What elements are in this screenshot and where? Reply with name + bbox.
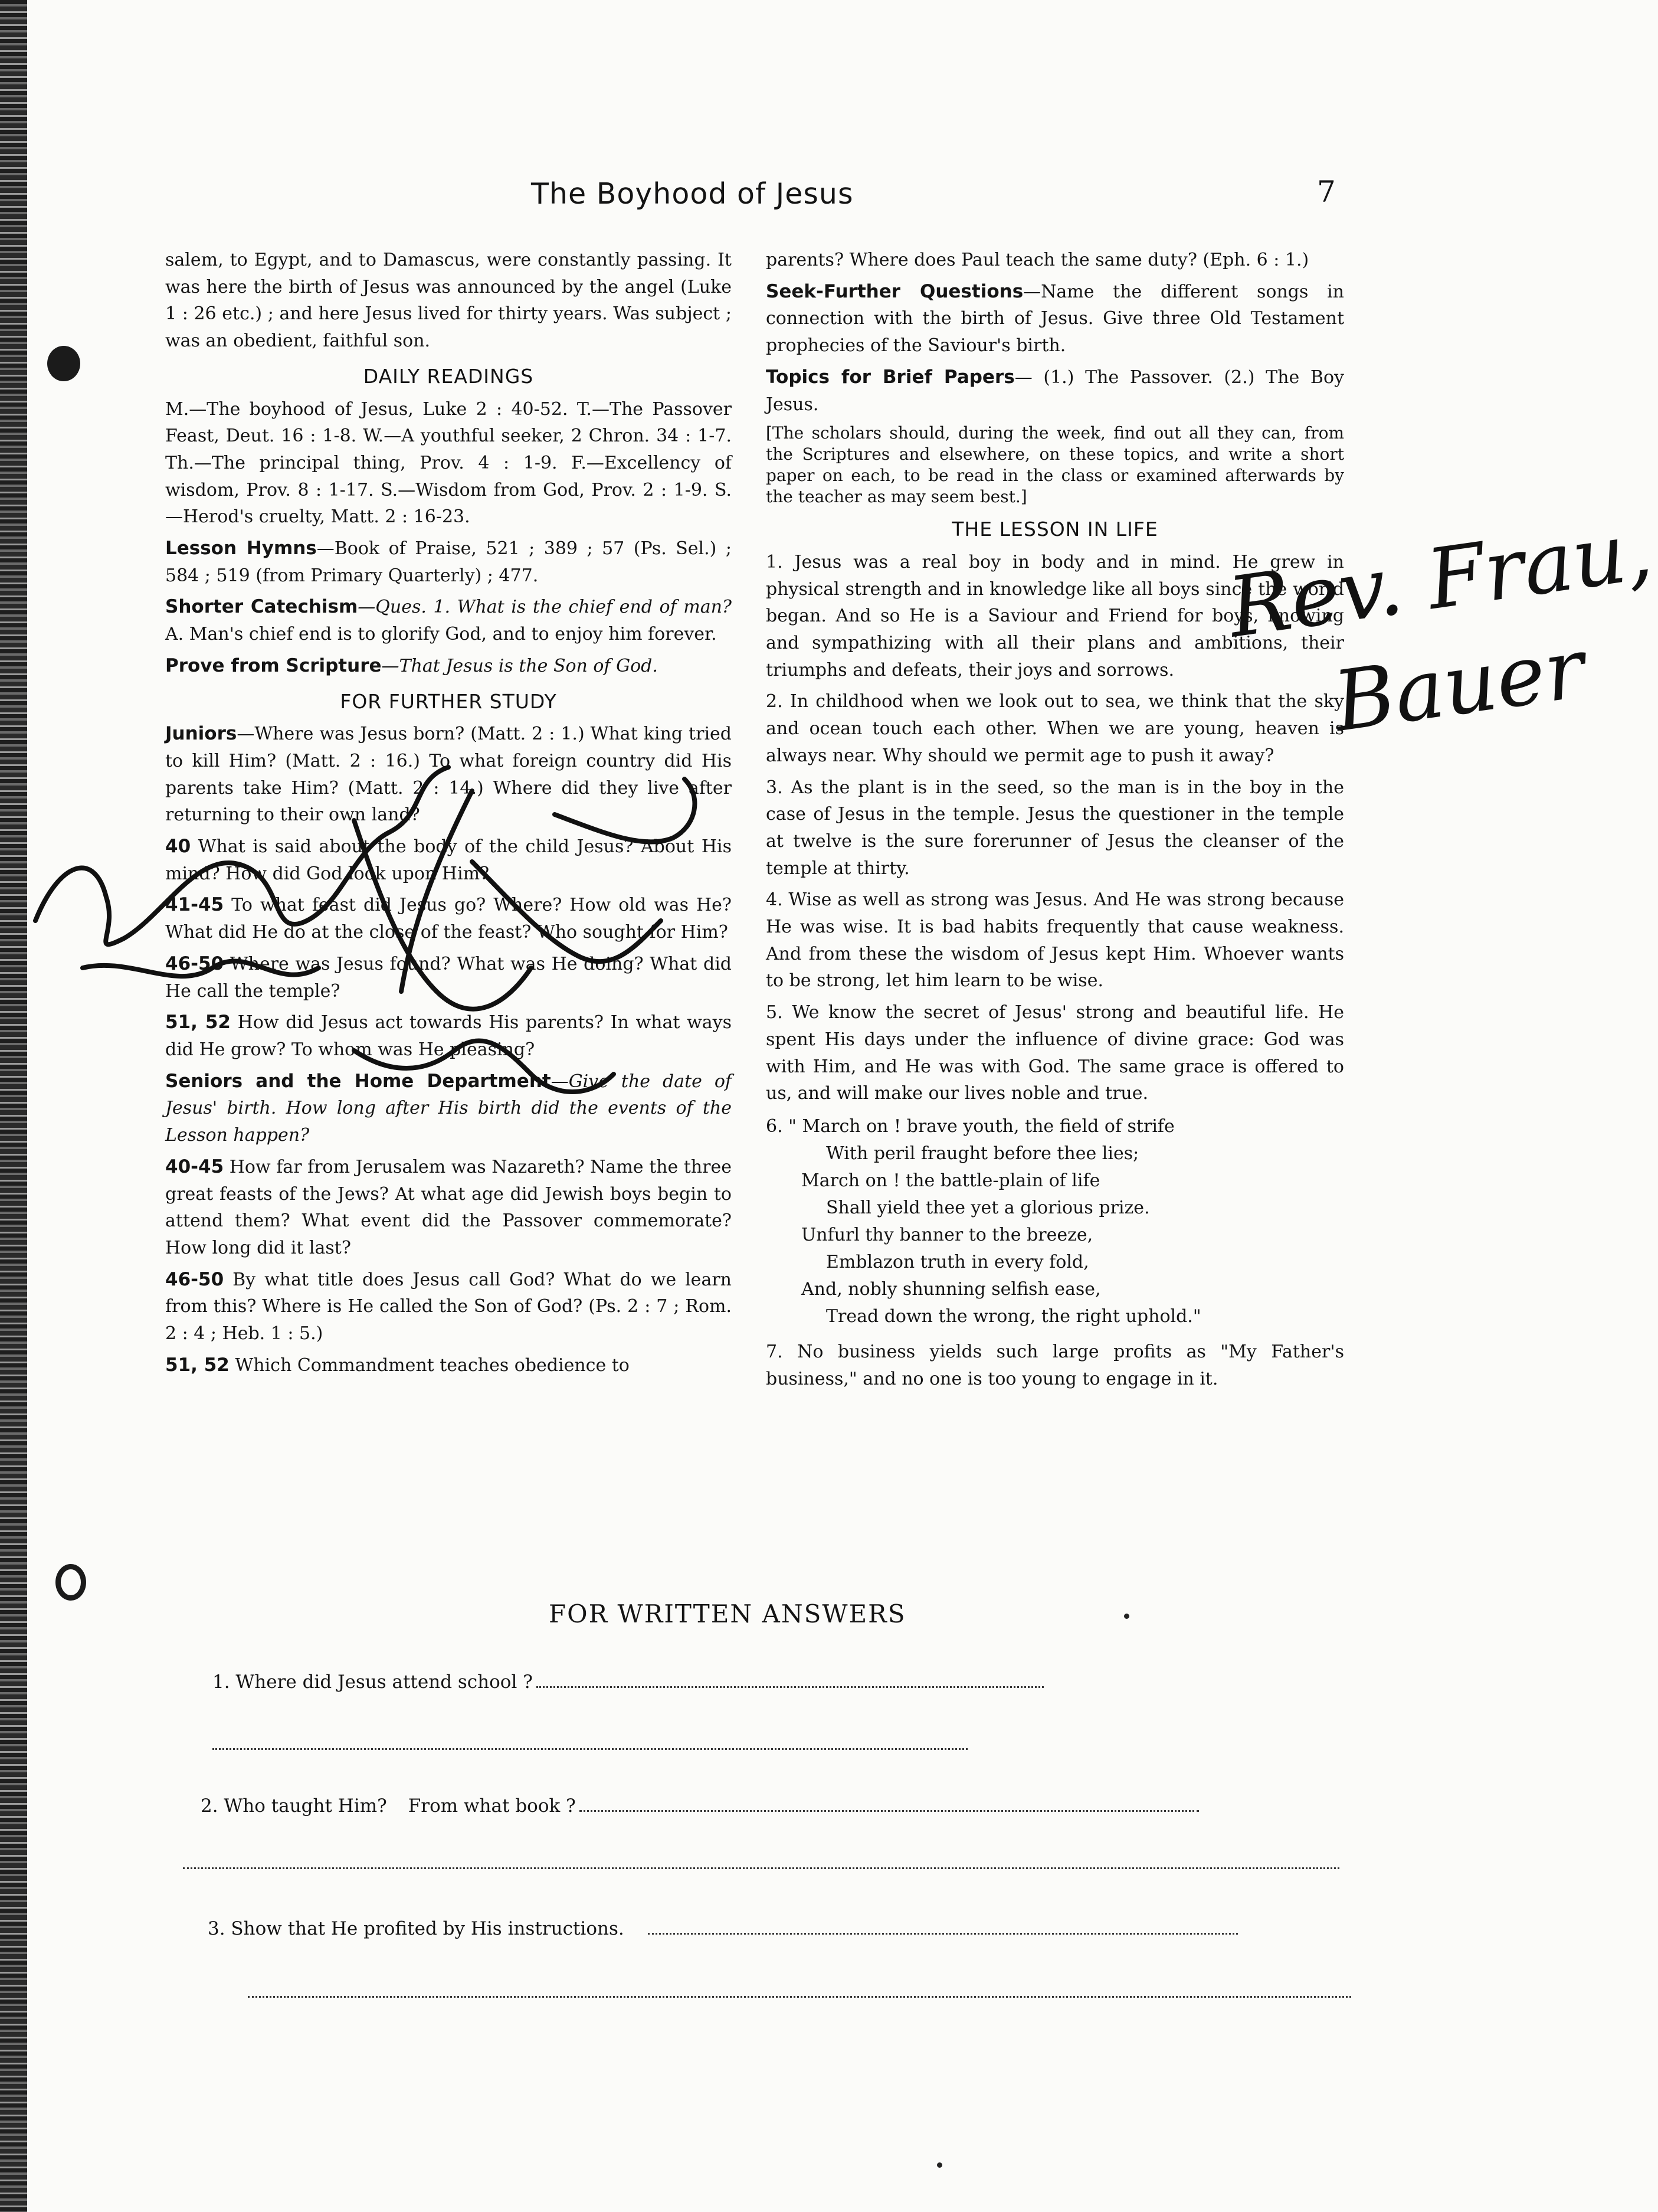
seniors-text: —Give the date of Jesus' birth. How long after His birth did the events of the Lesson happen? xyxy=(165,1071,732,1146)
scholars-note: [The scholars should, during the week, find out all they can, from the Scriptures and elsewhere, on these topics, and write a short paper on each, to be read in the class or examined afterwards by the teacher as may seem best.] xyxy=(766,423,1344,507)
written-question-1 xyxy=(212,1671,1044,1693)
prove-from-scripture xyxy=(165,653,732,680)
seniors-label: Seniors and the Home Department xyxy=(165,1070,551,1092)
running-head: The Boyhood of Jesus xyxy=(531,177,854,211)
daily-readings: M.—The boyhood of Jesus, Luke 2 : 40-52. T.—The Passover Feast, Deut. 16 : 1-8. W.—A youthful seeker, 2 Chron. 34 : 1-7. Th.—The principal thing, Prov. 4 : 1-9. F.—Excellency of wisdom, Prov. 8 : 1-17. S.—Wisdom from God, Prov. 2 : 1-9. S.—Herod's cruelty, Matt. 2 : 16-23. xyxy=(165,398,732,528)
handwritten-scribble-left xyxy=(24,744,767,1145)
prove-label: Prove from Scripture xyxy=(165,655,382,676)
intro-paragraph: salem, to Egypt, and to Damascus, were constantly passing. It was here the birth of Jesus was announced by the angel (Luke 1 : 26 etc.) ; and here Jesus lived for thirty years. Was subject ; was an obedient, faithful son. xyxy=(165,250,732,352)
question-text: How did Jesus act towards His parents? In what ways did He grow? To whom was He pleasing? xyxy=(165,1012,732,1060)
poem-line: Shall yield thee yet a glorious prize. xyxy=(826,1197,1150,1218)
question-text: How far from Jerusalem was Nazareth? Name the three great feasts of the Jews? At what age did Jewish boys begin to attend them? What event did the Passover commemorate? How long did it last? xyxy=(165,1156,732,1258)
poem-line: 6. " March on ! brave youth, the field of strife xyxy=(766,1115,1175,1137)
daily-readings-heading: DAILY READINGS xyxy=(363,364,534,388)
poem-line: With peril fraught before thee lies; xyxy=(826,1143,1139,1164)
binder-hole-top xyxy=(47,346,80,381)
question-text: What is said about the body of the child Jesus? About His mind? How did God look upon Him? xyxy=(165,836,732,884)
verse-number: 51, 52 xyxy=(165,1354,230,1376)
handwritten-name-line-1: Rev. Frau, xyxy=(1223,502,1658,657)
answer-line-1[interactable] xyxy=(536,1681,1044,1688)
page-number: 7 xyxy=(1317,175,1336,209)
life-point-5: 5. We know the secret of Jesus' strong and beautiful life. He spent His days under the influence of divine grace: God was with Him, and He was with God. The same grace is offered to us, and will make our lives noble and true. xyxy=(766,1002,1344,1104)
question-3-text: 3. Show that He profited by His instructions. xyxy=(208,1918,624,1939)
question-1-text: 1. Where did Jesus attend school ? xyxy=(212,1671,533,1693)
verse-number: 40-45 xyxy=(165,1156,224,1177)
answer-line-2b[interactable] xyxy=(183,1866,1339,1869)
catechism-label: Shorter Catechism xyxy=(165,596,358,618)
further-study-heading: FOR FURTHER STUDY xyxy=(340,689,557,713)
life-point-4: 4. Wise as well as strong was Jesus. And He was strong because He was wise. It is bad habits frequently that cause weakness. And from these the wisdom of Jesus kept Him. Whoever wants to be strong, let him learn to be wise. xyxy=(766,889,1344,992)
answer-line-3[interactable] xyxy=(648,1928,1238,1935)
answer-line-1b[interactable] xyxy=(212,1747,968,1750)
life-point-1: 1. Jesus was a real boy in body and in mind. He grew in physical strength and in knowledge like all boys since the world began. And so He is a Saviour and Friend for boys, knowing and sympathizing with all their plans and ambitions, their triumphs and defeats, their joys and sorrows. xyxy=(766,551,1344,680)
poem-line: And, nobly shunning selfish ease, xyxy=(801,1278,1101,1300)
topics-text: — (1.) The Passover. (2.) The Boy Jesus. xyxy=(766,367,1344,415)
lesson-hymns-label: Lesson Hymns xyxy=(165,538,317,559)
verse-number: 41-45 xyxy=(165,894,224,916)
life-point-2: 2. In childhood when we look out to sea, we think that the sky and ocean touch each other. When we are young, heaven is always near. Why should we permit age to push it away? xyxy=(766,691,1344,766)
binder-hole-bottom xyxy=(55,1564,86,1601)
written-question-2 xyxy=(201,1795,1199,1817)
seek-label: Seek-Further Questions xyxy=(766,280,1024,302)
question-2-text-a: 2. Who taught Him? xyxy=(201,1795,387,1817)
ink-speck xyxy=(1124,1614,1129,1619)
verse-number: 51, 52 xyxy=(165,1012,231,1033)
poem xyxy=(766,1113,1344,1330)
shorter-catechism xyxy=(165,594,732,647)
lesson-hymns-text: —Book of Praise, 521 ; 389 ; 57 (Ps. Sel.) ; 584 ; 519 (from Primary Quarterly) ; 477. xyxy=(165,538,732,586)
verse-number: 40 xyxy=(165,836,191,858)
senior-question-46-50 xyxy=(165,1267,732,1347)
continued-paragraph: parents? Where does Paul teach the same duty? (Eph. 6 : 1.) xyxy=(766,250,1309,270)
question-text: Where was Jesus found? What was He doing? What did He call the temple? xyxy=(165,953,732,1002)
question-text: By what title does Jesus call God? What do we learn from this? Where is He called the Son of God? (Ps. 2 : 7 ; Rom. 2 : 4 ; Heb. 1 : 5.) xyxy=(165,1269,732,1344)
topics-brief-papers xyxy=(766,364,1344,418)
right-column xyxy=(766,247,1344,1397)
prove-text: —That Jesus is the Son of God. xyxy=(381,655,658,676)
question-2-text-b: From what book ? xyxy=(408,1795,576,1817)
senior-question-40-45 xyxy=(165,1154,732,1262)
life-point-3: 3. As the plant is in the seed, so the man is in the boy in the case of Jesus in the temple. Jesus the questioner in the temple at twelve is the sure forerunner of Jesus the cleanser of the temple at thirty. xyxy=(766,777,1344,879)
poem-line: Tread down the wrong, the right uphold." xyxy=(826,1305,1201,1327)
written-question-3 xyxy=(208,1918,1238,1939)
catechism-question: —Ques. 1. What is the chief end of man? xyxy=(358,597,732,618)
question-text: Which Commandment teaches obedience to xyxy=(235,1354,630,1376)
juniors-text: —Where was Jesus born? (Matt. 2 : 1.) What king tried to kill Him? (Matt. 2 : 16.) To what foreign country did His parents take Him? (Matt. 2 : 14.) Where did they live after returning to their own land? xyxy=(165,724,732,826)
question-text: To what feast did Jesus go? Where? How old was He? What did He do at the close of the feast? Who sought for Him? xyxy=(165,895,732,943)
lesson-hymns xyxy=(165,535,732,589)
lesson-in-life-heading: THE LESSON IN LIFE xyxy=(952,518,1158,541)
verse-number: 46-50 xyxy=(165,1268,224,1290)
life-point-7: 7. No business yields such large profits as "My Father's business," and no one is too young to engage in it. xyxy=(766,1341,1344,1389)
seek-text: —Name the different songs in connection with the birth of Jesus. Give three Old Testament prophecies of the Saviour's birth. xyxy=(766,281,1344,356)
topics-label: Topics for Brief Papers xyxy=(766,366,1015,388)
verse-number: 46-50 xyxy=(165,953,224,974)
ink-speck xyxy=(937,2162,942,2168)
answer-line-2[interactable] xyxy=(579,1805,1199,1812)
handwritten-name-line-2: Bauer xyxy=(1328,620,1591,751)
senior-question-51-52 xyxy=(165,1352,732,1379)
catechism-answer: A. Man's chief end is to glorify God, and to enjoy him forever. xyxy=(165,624,717,645)
poem-line: March on ! the battle-plain of life xyxy=(801,1170,1100,1191)
answer-line-3b[interactable] xyxy=(248,1995,1351,1998)
poem-line: Emblazon truth in every fold, xyxy=(826,1251,1089,1272)
juniors-label: Juniors xyxy=(165,723,237,745)
seek-further-questions xyxy=(766,279,1344,359)
written-answers-heading: FOR WRITTEN ANSWERS xyxy=(549,1599,906,1628)
poem-line: Unfurl thy banner to the breeze, xyxy=(801,1224,1093,1245)
